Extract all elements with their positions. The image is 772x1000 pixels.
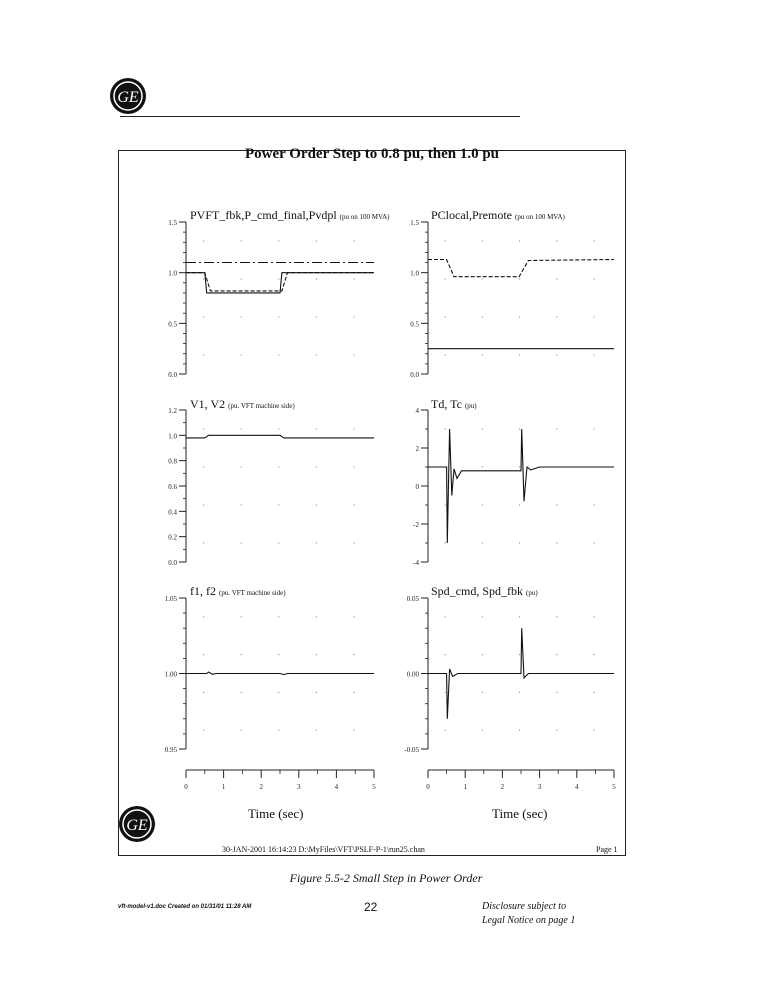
y-tick-label: 0.0	[168, 559, 177, 567]
grid-dot	[445, 730, 446, 731]
grid-dot	[519, 466, 520, 467]
grid-dot	[278, 692, 279, 693]
y-tick-label: 1.0	[168, 269, 177, 278]
grid-dot	[203, 466, 204, 467]
grid-dot	[203, 730, 204, 731]
x-tick-label: 4	[575, 783, 579, 791]
grid-dot	[482, 466, 483, 467]
grid-dot	[278, 428, 279, 429]
x-axis-label-left: Time (sec)	[248, 806, 304, 821]
footer-timestamp-path: 30-JAN-2001 16:14:23 D:\MyFiles\VFT\PSLF-P-1\run25.chan	[222, 845, 425, 854]
x-tick-label: 2	[500, 783, 505, 791]
grid-dot	[482, 654, 483, 655]
grid-dot	[593, 654, 594, 655]
grid-dot	[556, 316, 557, 317]
y-tick-label: 1.5	[168, 219, 177, 227]
grid-dot	[316, 542, 317, 543]
grid-dot	[593, 616, 594, 617]
grid-dot	[316, 278, 317, 279]
grid-dot	[241, 616, 242, 617]
grid-dot	[482, 240, 483, 241]
grid-dot	[316, 616, 317, 617]
y-tick-label: 0.2	[168, 533, 177, 542]
grid-dot	[445, 278, 446, 279]
grid-dot	[203, 240, 204, 241]
grid-dot	[203, 654, 204, 655]
grid-dot	[482, 504, 483, 505]
grid-dot	[445, 504, 446, 505]
grid-dot	[353, 278, 354, 279]
figure-caption: Figure 5.5-2 Small Step in Power Order	[289, 871, 483, 885]
x-tick-label: 4	[334, 783, 339, 791]
grid-dot	[445, 692, 446, 693]
grid-dot	[278, 240, 279, 241]
plot-2-title: PClocal,Premote (pu on 100 MVA)	[431, 208, 565, 222]
y-tick-label: 2	[415, 445, 419, 453]
grid-dot	[203, 692, 204, 693]
plot-3-series-1	[186, 435, 374, 438]
y-tick-label: 0	[415, 483, 419, 491]
x-tick-label: 5	[612, 783, 616, 791]
grid-dot	[241, 278, 242, 279]
grid-dot	[316, 654, 317, 655]
grid-dot	[519, 354, 520, 355]
y-tick-label: -0.05	[404, 746, 419, 754]
grid-dot	[278, 730, 279, 731]
plot-4-title: Td, Tc (pu)	[431, 397, 477, 411]
grid-dot	[593, 542, 594, 543]
grid-dot	[241, 654, 242, 655]
y-tick-label: 0.0	[168, 371, 177, 379]
y-tick-label: 1.0	[410, 269, 419, 278]
x-tick-label: 3	[537, 783, 542, 791]
grid-dot	[556, 504, 557, 505]
grid-dot	[353, 542, 354, 543]
grid-dot	[593, 428, 594, 429]
grid-dot	[593, 504, 594, 505]
grid-dot	[482, 278, 483, 279]
grid-dot	[353, 730, 354, 731]
grid-dot	[241, 542, 242, 543]
grid-dot	[519, 240, 520, 241]
grid-dot	[445, 654, 446, 655]
y-tick-label: 0.95	[164, 746, 177, 754]
y-tick-label: 0.00	[406, 670, 419, 679]
grid-dot	[316, 428, 317, 429]
plot-6-title: Spd_cmd, Spd_fbk (pu)	[431, 584, 538, 598]
y-tick-label: 1.5	[410, 219, 419, 227]
y-tick-label: -4	[413, 559, 419, 567]
grid-dot	[482, 692, 483, 693]
x-tick-label: 2	[259, 783, 263, 791]
grid-dot	[203, 354, 204, 355]
svg-text:GE: GE	[117, 89, 139, 106]
grid-dot	[445, 616, 446, 617]
grid-dot	[556, 278, 557, 279]
y-tick-label: 1.0	[168, 432, 177, 441]
y-tick-label: 0.5	[168, 320, 177, 329]
grid-dot	[241, 692, 242, 693]
grid-dot	[593, 730, 594, 731]
grid-dot	[593, 354, 594, 355]
grid-dot	[241, 504, 242, 505]
grid-dot	[353, 428, 354, 429]
plot-5-title: f1, f2 (pu. VFT machine side)	[190, 584, 286, 598]
disclosure-line-1: Disclosure subject to	[482, 901, 567, 912]
grid-dot	[278, 504, 279, 505]
grid-dot	[278, 316, 279, 317]
grid-dot	[241, 730, 242, 731]
grid-dot	[482, 730, 483, 731]
grid-dot	[556, 542, 557, 543]
grid-dot	[316, 730, 317, 731]
grid-dot	[203, 504, 204, 505]
grid-dot	[353, 504, 354, 505]
y-tick-label: 1.05	[164, 595, 177, 603]
y-tick-label: 0.0	[410, 371, 419, 379]
grid-dot	[241, 240, 242, 241]
x-tick-label: 1	[221, 783, 226, 791]
grid-dot	[278, 278, 279, 279]
grid-dot	[353, 240, 354, 241]
y-tick-label: 0.8	[168, 457, 177, 466]
page-number: 22	[364, 900, 378, 914]
plot-4-series-1	[428, 429, 614, 543]
plot-2-series-1	[428, 260, 614, 277]
grid-dot	[316, 354, 317, 355]
plot-5-series-1	[186, 672, 374, 675]
grid-dot	[482, 542, 483, 543]
y-tick-label: 0.4	[168, 508, 177, 517]
grid-dot	[241, 428, 242, 429]
x-tick-label: 5	[372, 783, 376, 791]
y-tick-label: 0.05	[406, 595, 419, 603]
grid-dot	[556, 428, 557, 429]
x-tick-label: 0	[184, 783, 188, 791]
grid-dot	[482, 354, 483, 355]
grid-dot	[278, 542, 279, 543]
grid-dot	[316, 316, 317, 317]
grid-dot	[519, 428, 520, 429]
grid-dot	[316, 240, 317, 241]
grid-dot	[519, 542, 520, 543]
grid-dot	[353, 654, 354, 655]
grid-dot	[203, 428, 204, 429]
grid-dot	[593, 278, 594, 279]
grid-dot	[241, 466, 242, 467]
grid-dot	[519, 730, 520, 731]
grid-dot	[278, 466, 279, 467]
grid-dot	[353, 466, 354, 467]
grid-dot	[556, 354, 557, 355]
plot-6-series-1	[428, 628, 614, 719]
plot-3-title: V1, V2 (pu. VFT machine side)	[190, 397, 295, 411]
y-tick-label: 1.00	[164, 670, 177, 679]
ge-logo-icon	[117, 804, 157, 844]
grid-dot	[556, 616, 557, 617]
disclosure-line-2: Legal Notice on page 1	[482, 915, 576, 926]
grid-dot	[241, 354, 242, 355]
y-tick-label: 1.2	[168, 407, 177, 415]
x-axis-label-right: Time (sec)	[492, 806, 548, 821]
grid-dot	[556, 654, 557, 655]
grid-dot	[445, 316, 446, 317]
y-tick-label: 0.6	[168, 483, 177, 491]
grid-dot	[203, 542, 204, 543]
grid-dot	[316, 504, 317, 505]
grid-dot	[203, 616, 204, 617]
grid-dot	[445, 240, 446, 241]
y-tick-label: 0.5	[410, 320, 419, 329]
figure-title: Power Order Step to 0.8 pu, then 1.0 pu	[244, 146, 500, 162]
grid-dot	[556, 730, 557, 731]
grid-dot	[353, 692, 354, 693]
doc-filename: vft-model-v1.doc Created on 01/31/01 11:28 AM	[118, 904, 252, 910]
grid-dot	[278, 354, 279, 355]
plot-1-title: PVFT_fbk,P_cmd_final,Pvdpl (pu on 100 MVA)	[190, 208, 390, 222]
grid-dot	[241, 316, 242, 317]
grid-dot	[203, 278, 204, 279]
x-tick-label: 1	[463, 783, 467, 791]
grid-dot	[519, 616, 520, 617]
grid-dot	[519, 504, 520, 505]
grid-dot	[482, 316, 483, 317]
grid-dot	[593, 692, 594, 693]
grid-dot	[316, 692, 317, 693]
plot-1-series-1	[186, 273, 374, 293]
grid-dot	[278, 616, 279, 617]
grid-dot	[353, 354, 354, 355]
grid-dot	[519, 692, 520, 693]
grid-dot	[519, 654, 520, 655]
x-tick-label: 0	[426, 783, 430, 791]
grid-dot	[593, 240, 594, 241]
x-tick-label: 3	[297, 783, 301, 791]
grid-dot	[556, 692, 557, 693]
grid-dot	[353, 316, 354, 317]
grid-dot	[353, 616, 354, 617]
grid-dot	[445, 428, 446, 429]
grid-dot	[556, 240, 557, 241]
grid-dot	[278, 654, 279, 655]
y-tick-label: 4	[415, 407, 419, 415]
svg-text:GE: GE	[126, 817, 148, 834]
grid-dot	[203, 316, 204, 317]
grid-dot	[316, 466, 317, 467]
y-tick-label: -2	[413, 521, 419, 529]
grid-dot	[519, 278, 520, 279]
grid-dot	[445, 542, 446, 543]
grid-dot	[593, 316, 594, 317]
grid-dot	[482, 428, 483, 429]
grid-dot	[482, 616, 483, 617]
grid-dot	[519, 316, 520, 317]
footer-page-label: Page 1	[596, 845, 618, 854]
grid-dot	[445, 354, 446, 355]
